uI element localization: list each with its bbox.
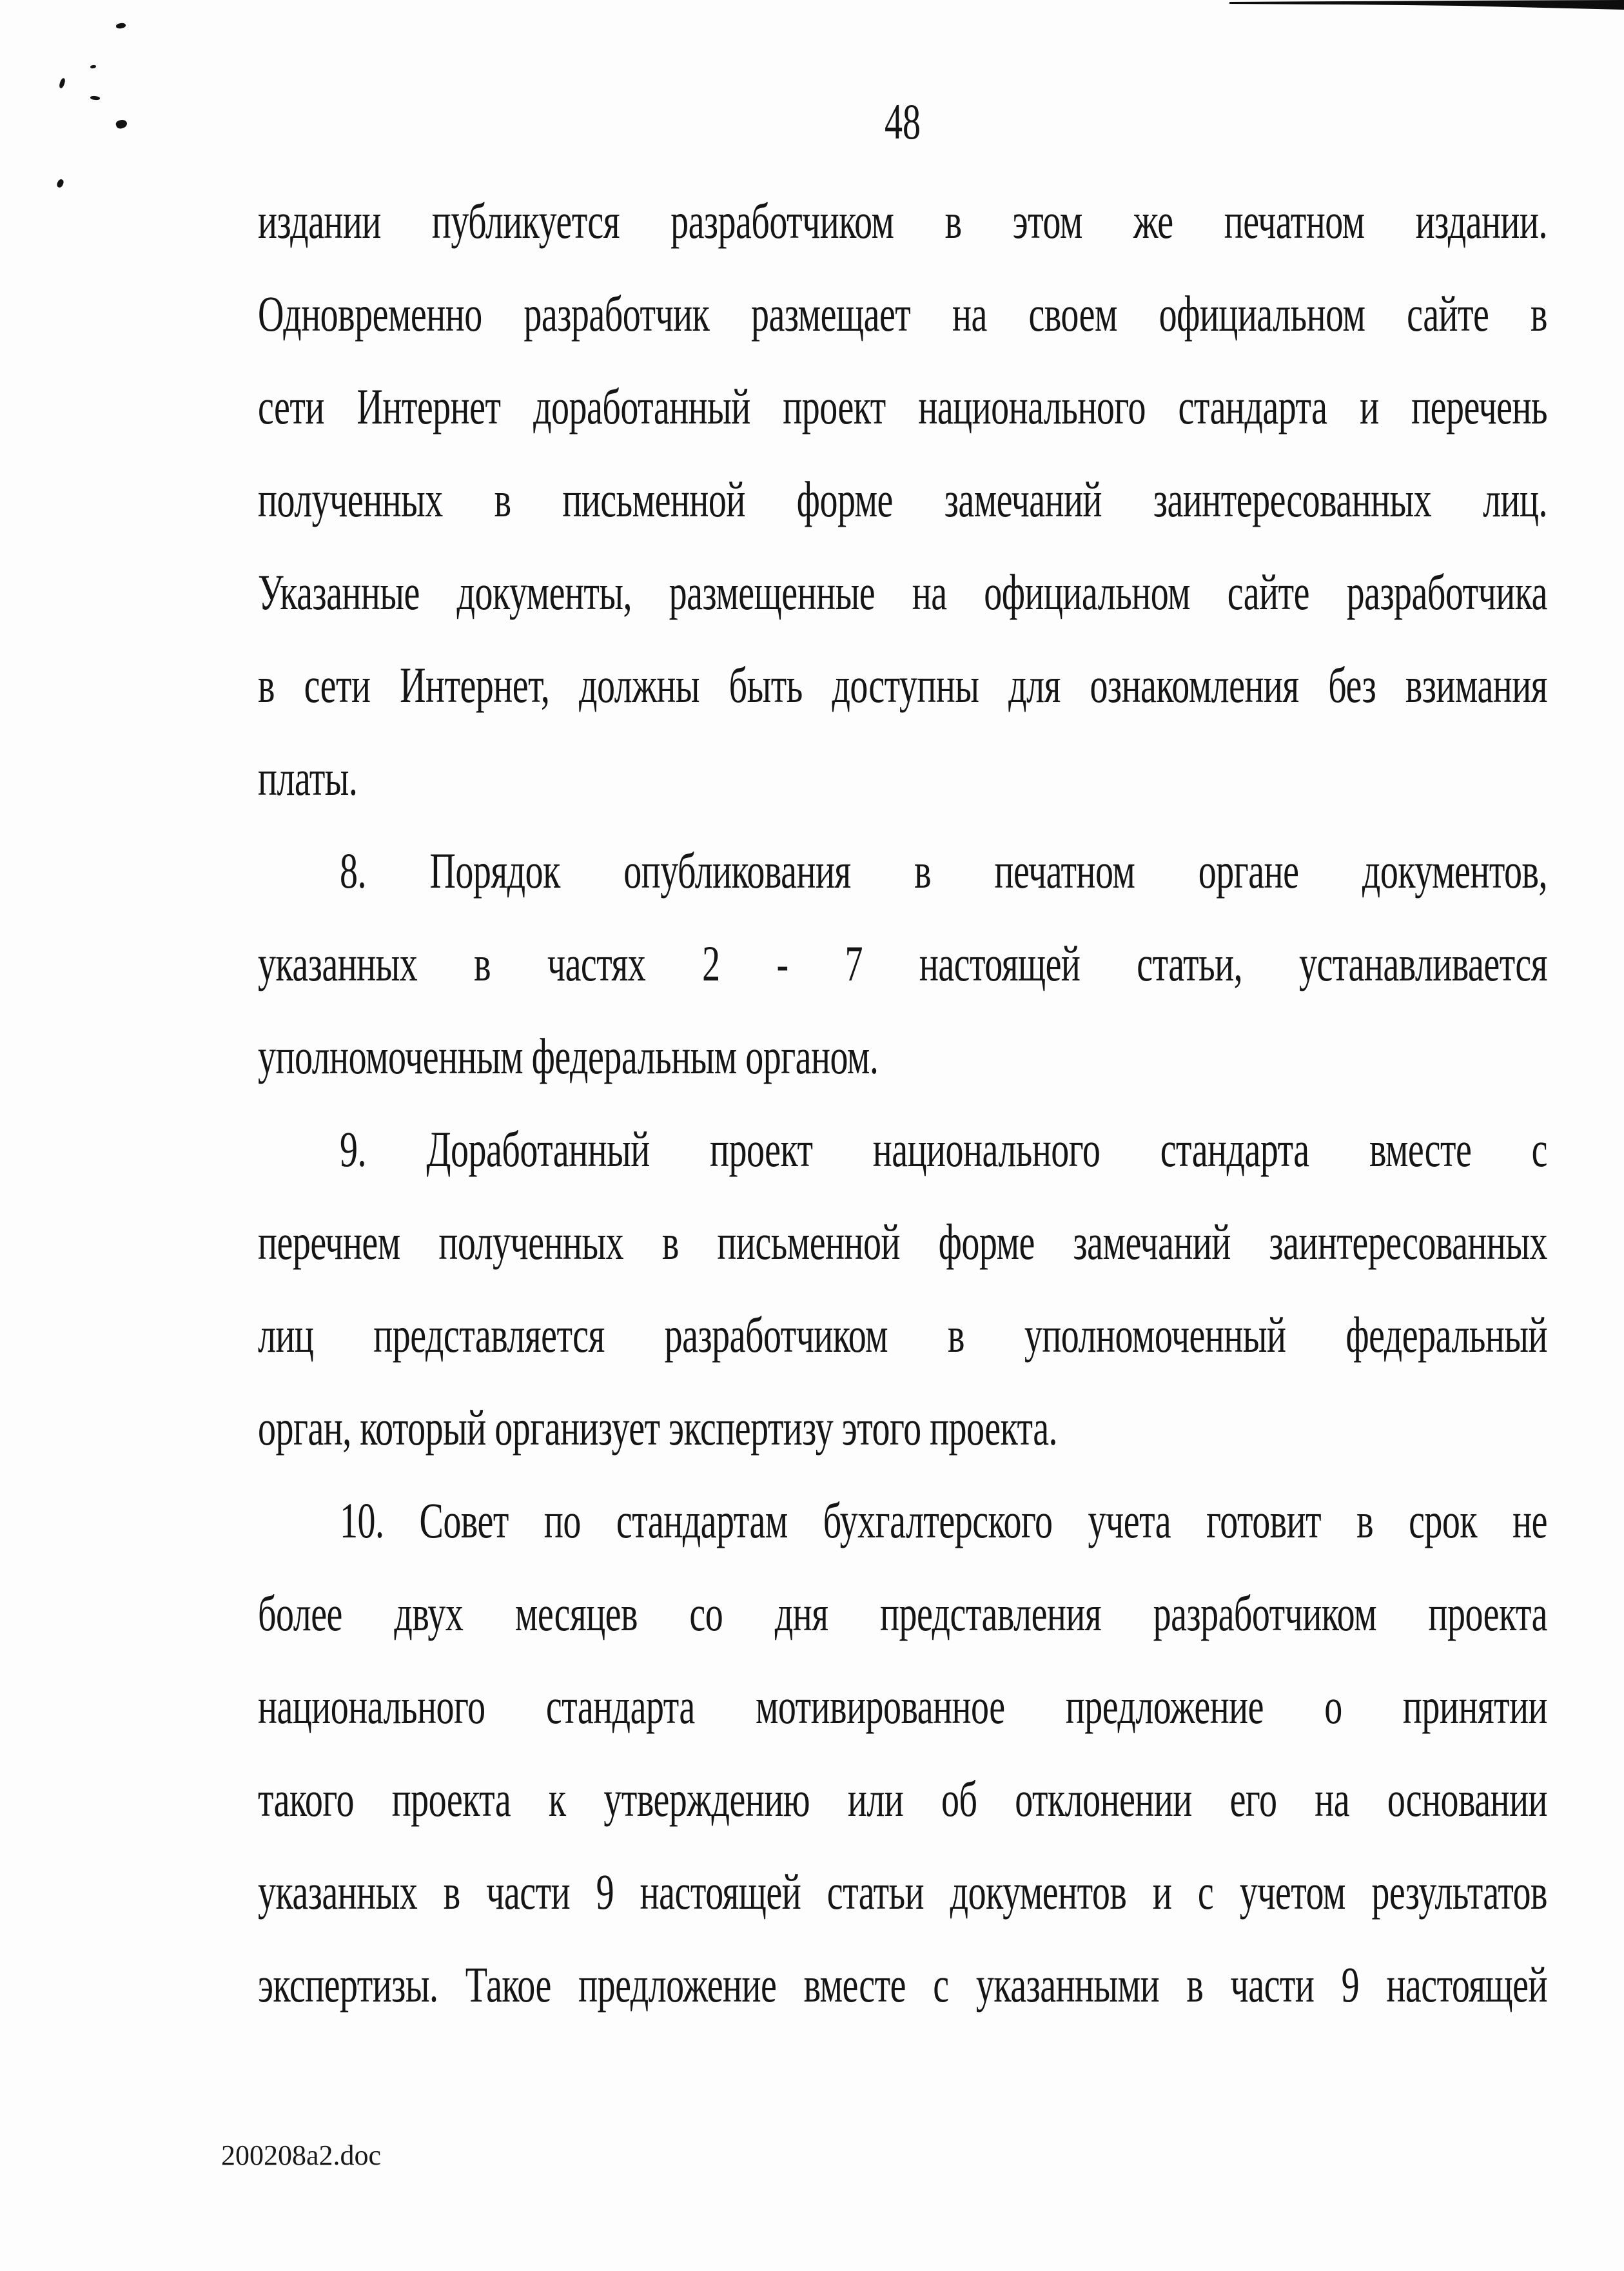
text-line: платы. [258,750,358,807]
scan-edge-artifact-line [1229,0,1624,10]
text-line: в сети Интернет, должны быть доступны для ознакомления без взимания [258,658,1547,714]
text-line: Указанные документы, размещенные на официальном сайте разработчика [258,565,1547,621]
text-line: более двух месяцев со дня представления разработчиком проекта [258,1586,1547,1642]
text-line: экспертизы. Такое предложение вместе с указанными в части 9 настоящей [258,1957,1547,2014]
text-line: такого проекта к утверждению или об отклонении его на основании [258,1771,1547,1828]
text-line: орган, который организует экспертизу этого проекта. [258,1400,1058,1457]
text-line: 9. Доработанный проект национального стандарта вместе с [340,1122,1547,1178]
text-line: лиц представляется разработчиком в уполномоченный федеральный [258,1307,1547,1364]
text-line: указанных в частях 2 - 7 настоящей статьи, устанавливается [258,936,1547,993]
page-number: 48 [885,94,921,151]
text-line: уполномоченным федеральным органом. [258,1029,879,1086]
text-line: 8. Порядок опубликования в печатном органе документов, [340,843,1547,900]
text-line: издании публикуется разработчиком в этом же печатном издании. [258,193,1547,250]
scan-speck-artifact [115,118,128,130]
text-line: национального стандарта мотивированное предложение о принятии [258,1679,1547,1735]
scan-speck-artifact [90,95,101,101]
scan-speck-artifact [59,77,66,88]
text-line: сети Интернет доработанный проект национального стандарта и перечень [258,379,1547,436]
text-line: 10. Совет по стандартам бухгалтерского учета готовит в срок не [340,1493,1547,1550]
text-line: Одновременно разработчик размещает на своем официальном сайте в [258,286,1547,343]
text-line: указанных в части 9 настоящей статьи документов и с учетом результатов [258,1864,1547,1921]
text-line: перечнем полученных в письменной форме замечаний заинтересованных [258,1214,1547,1271]
footer-filename: 200208a2.doc [221,2139,382,2171]
scan-speck-artifact [116,23,126,29]
scan-speck-artifact [90,64,97,68]
document-body [258,175,1547,2032]
scan-speck-artifact [56,179,65,189]
text-line: полученных в письменной форме замечаний заинтересованных лиц. [258,472,1547,529]
